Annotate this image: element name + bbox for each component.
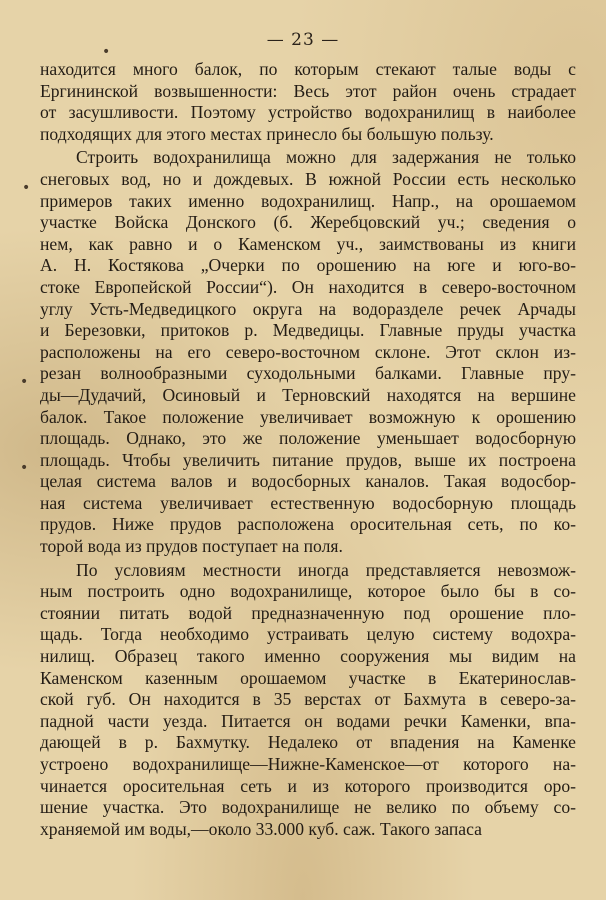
text-line: прудов. Ниже прудов расположена оросительная сеть, по ко- [40, 514, 576, 535]
text-line: расположены на его северо-восточном склоне. Этот склон из- [40, 341, 576, 362]
paragraph [40, 59, 576, 145]
text-line: стоке Европейской России“). Он находится в северо-восточном [40, 276, 576, 297]
text-line: шение участка. Это водохранилище не велико по объему со- [40, 797, 576, 818]
margin-dot-mark: • [22, 180, 31, 196]
text-line: нилищ. Образец такого именно сооружения мы видим на [40, 646, 576, 667]
paragraph [40, 560, 576, 841]
margin-dot-mark: • [102, 44, 111, 60]
text-line: ным построить одно водохранилище, которое было бы в со- [40, 581, 576, 602]
text-line: площадь. Чтобы увеличить питание прудов, выше их построена [40, 449, 576, 470]
text-line: подходящих для этого местах принесло бы большую пользу. [40, 123, 494, 144]
text-line: ской губ. Он находится в 35 верстах от Бахмута в северо-за- [40, 689, 576, 710]
text-line: Каменском казенным орошаемом участке в Екатеринослав- [40, 667, 576, 688]
text-line: Строить водохранилища можно для задержания не только [76, 147, 576, 168]
text-line: снеговых вод, но и дождевых. В южной России есть несколько [40, 168, 576, 189]
text-line: балок. Такое положение увеличивает возможную к орошению [40, 406, 576, 427]
text-line: целая система валов и водосборных каналов. Такая водосбор- [40, 471, 576, 492]
text-line: дающей в р. Бахмутку. Недалеко от впадения на Каменке [40, 732, 576, 753]
text-line: щадь. Тогда необходимо устраивать целую систему водохра- [40, 624, 576, 645]
text-line: Ергининской возвышенности: Весь этот район очень страдает [40, 80, 576, 101]
text-line: нем, как равно и о Каменском уч., заимствованы из книги [40, 233, 576, 254]
text-line: участке Войска Донского (б. Жеребцовский уч.; сведения о [40, 212, 576, 233]
text-line: резан волнообразными суходольными балками. Главные пру- [40, 363, 576, 384]
text-line: стоянии питать водой предназначенную под орошение пло- [40, 602, 576, 623]
text-line: ды—Дудачий, Осиновый и Терновский находятся на вершине [40, 384, 576, 405]
text-line: примеров таких именно водохранилищ. Напр., на орошаемом [40, 190, 576, 211]
text-line: храняемой им воды,—около 33.000 куб. саж. Такого запаса [40, 818, 482, 839]
text-line: ная система увеличивает естественную водосборную площадь [40, 492, 576, 513]
text-line: и Березовки, притоков р. Медведицы. Главные пруды участка [40, 320, 576, 341]
page-number: — 23 — [266, 30, 340, 50]
paragraph [40, 147, 576, 557]
text-line: находится много балок, по которым стекают талые воды с [40, 59, 576, 79]
body-text [40, 59, 576, 840]
text-line: падной части уезда. Питается он водами речки Каменки, впа- [40, 710, 576, 731]
text-line: А. Н. Костякова „Очерки по орошению на юге и юго-во- [40, 255, 576, 276]
text-line: чинается оросительная сеть и из которого производится оро- [40, 775, 576, 796]
text-line: площадь. Однако, это же положение уменьшает водосборную [40, 428, 576, 449]
text-line: торой вода из прудов поступает на поля. [40, 536, 343, 557]
text-line: углу Усть-Медведицкого округа на водоразделе речек Арчады [40, 298, 576, 319]
text-line: По условиям местности иногда представляется невозмож- [76, 559, 576, 580]
margin-dot-mark: • [20, 460, 29, 476]
text-line: от засушливости. Поэтому устройство водохранилищ в наиболее [40, 102, 576, 123]
margin-dot-mark: • [20, 374, 29, 390]
text-line: устроено водохранилище—Нижне-Каменское—от которого на- [40, 754, 576, 774]
